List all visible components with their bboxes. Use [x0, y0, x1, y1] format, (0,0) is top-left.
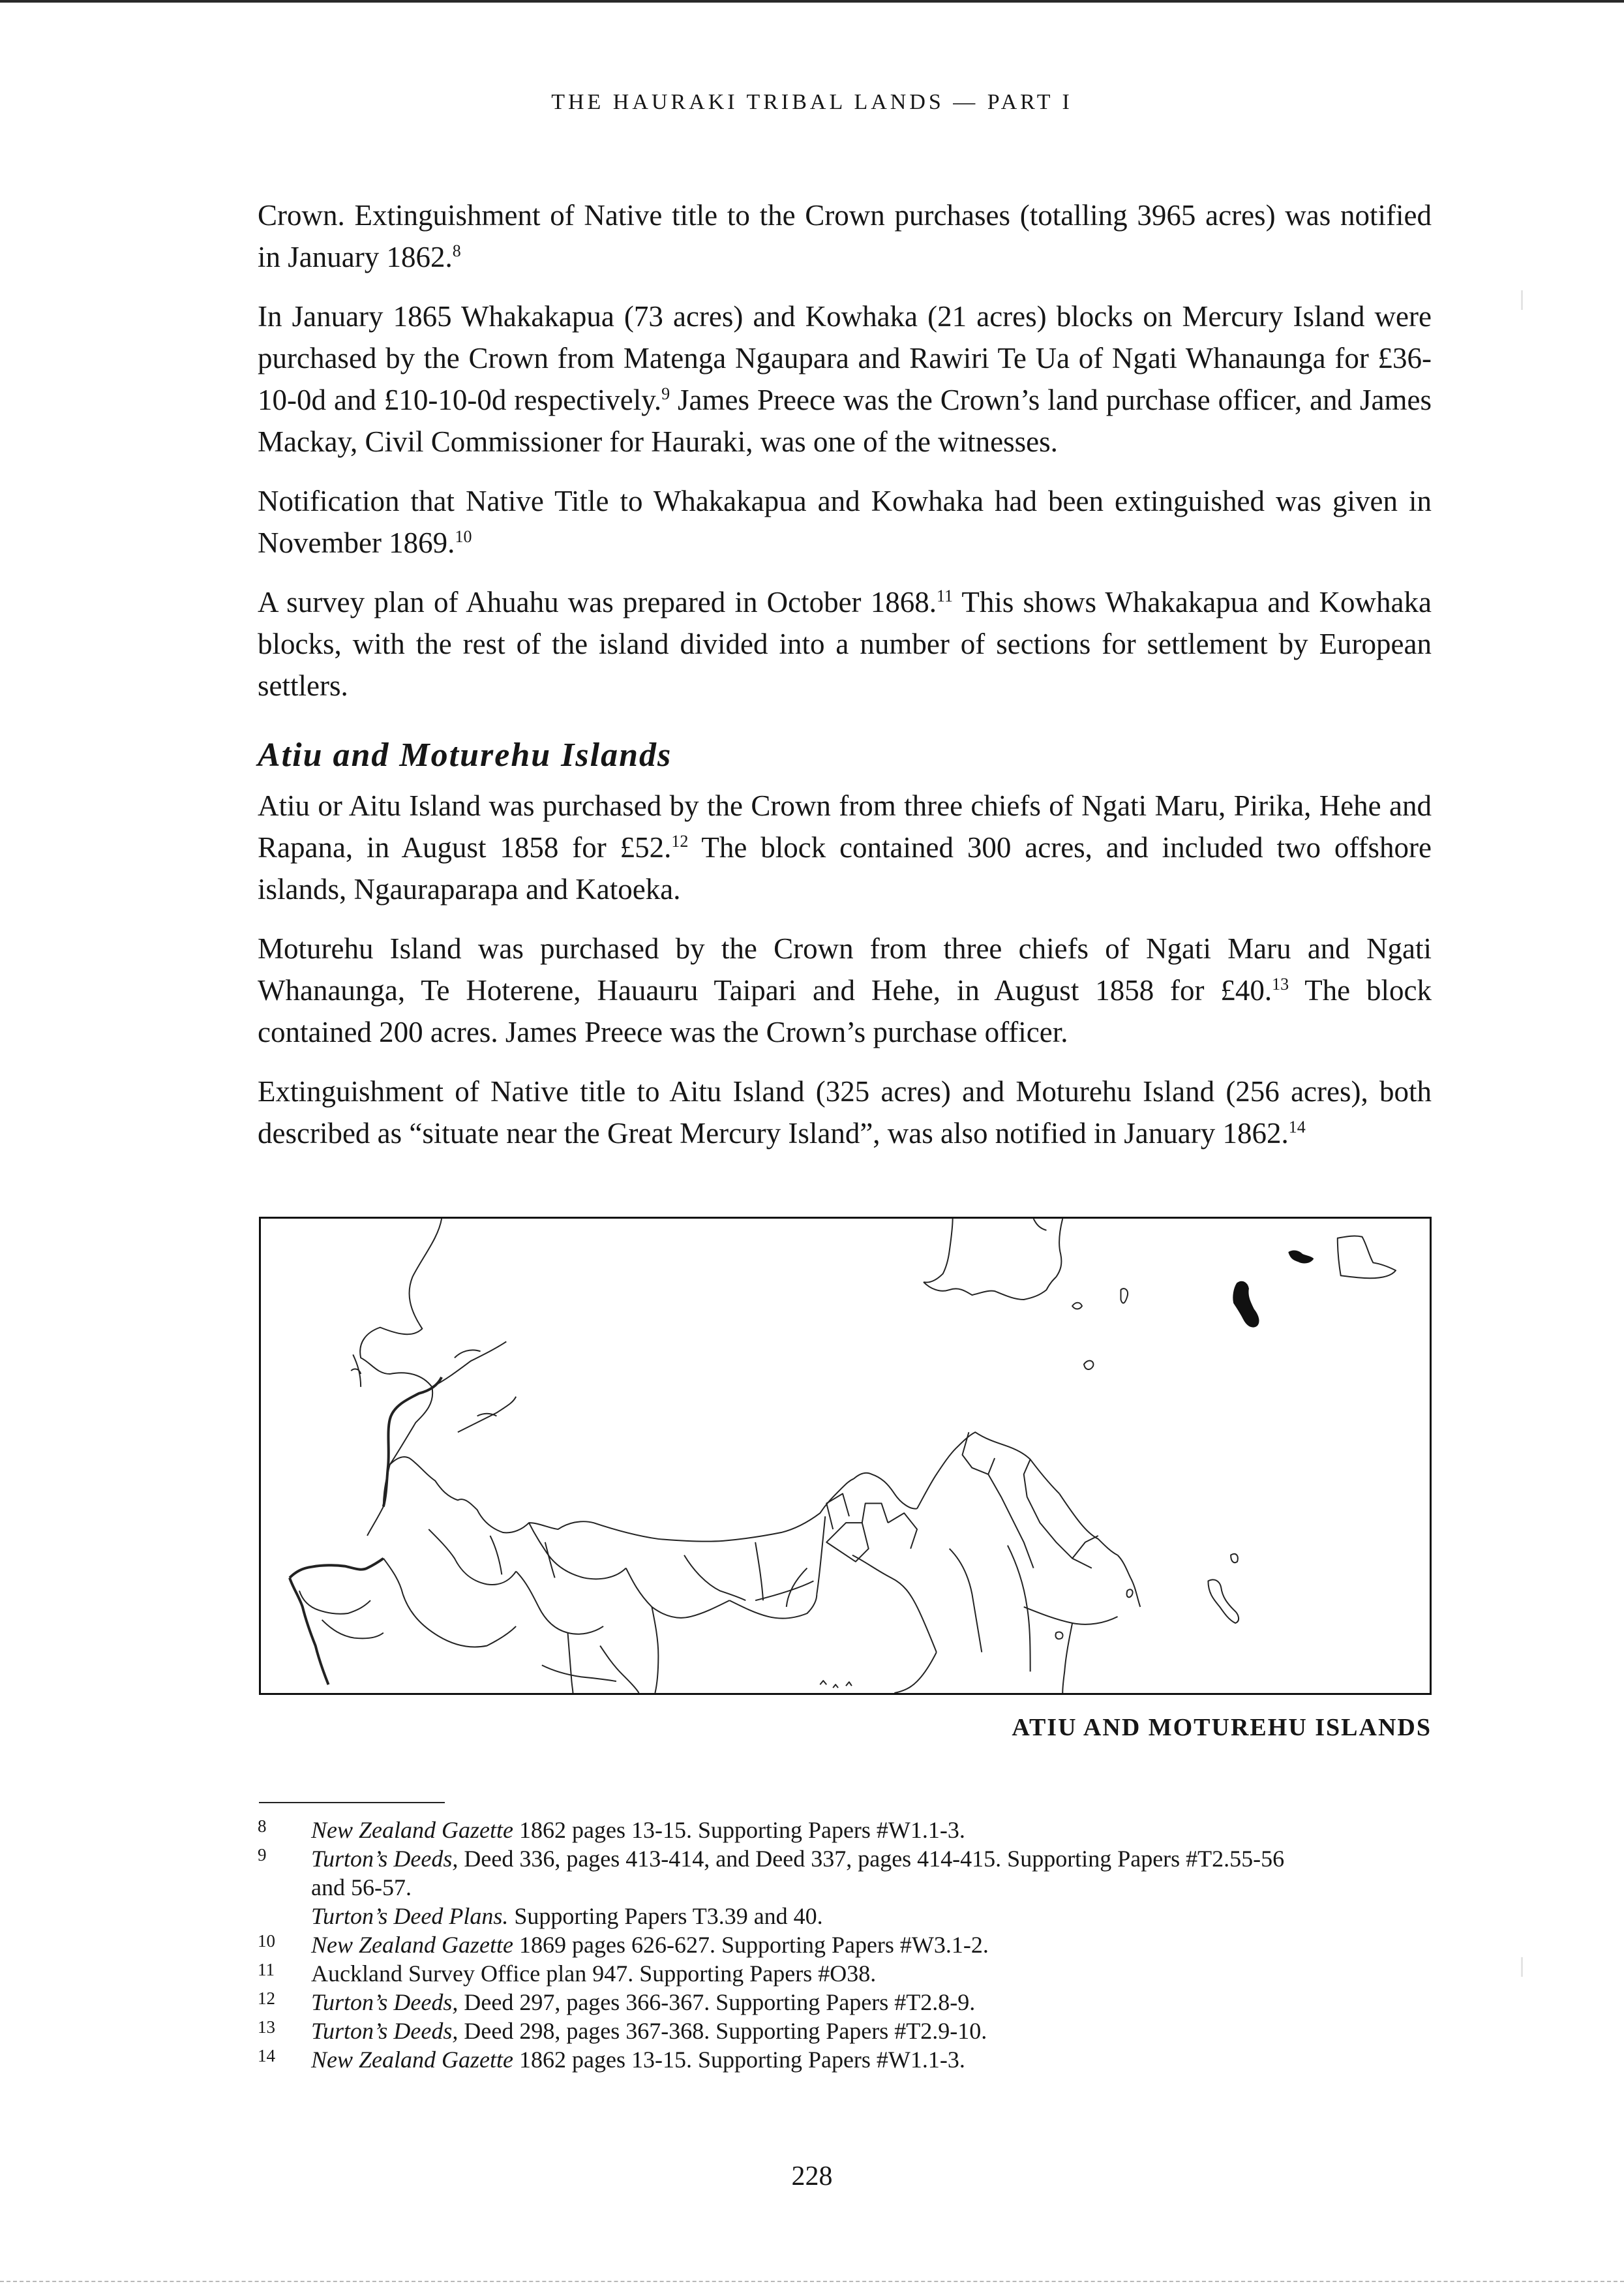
peninsula-coastline [390, 1457, 854, 1542]
southern-land [652, 1607, 658, 1693]
coastline-map [261, 1219, 1430, 1693]
footnote [258, 2017, 1432, 2045]
island-top-right [1289, 1251, 1313, 1262]
footnote-text: Supporting Papers T3.39 and 40. [508, 1903, 823, 1929]
southern-land [1062, 1623, 1072, 1693]
mainland-coastline [360, 1219, 442, 1536]
southern-land [383, 1559, 516, 1647]
block-boundary [988, 1474, 1033, 1568]
footnote-number: 10 [258, 1931, 275, 1951]
southern-land [516, 1572, 603, 1634]
page-number: 228 [791, 2161, 833, 2191]
footnote [258, 1816, 1432, 1844]
footnote-text: and 56-57. [311, 1874, 412, 1900]
paragraph-text: Moturehu Island was purchased by the Crown from three chiefs of Ngati Maru and Ngati Whanaunga, Te Hoterene, Hauauru Taipari and Hehe, in August 1858 for £40. [258, 932, 1432, 1007]
footnote-ref: 12 [671, 832, 689, 851]
northern-coastline [924, 1219, 953, 1283]
footnote-source-title: New Zealand Gazette [311, 1817, 513, 1843]
peninsula-coastline [917, 1432, 1059, 1508]
footnote [258, 1930, 1432, 1959]
inlet-coastline [322, 1620, 383, 1638]
footnote-number: 8 [258, 1816, 267, 1836]
footnote [258, 1959, 1432, 1988]
running-head: THE HAURAKI TRIBAL LANDS — PART I [551, 90, 1073, 114]
footnote-ref: 9 [661, 384, 670, 403]
footnote-text: 1862 pages 13-15. Supporting Papers #W1.1-3. [513, 1817, 965, 1843]
map-caption: ATIU AND MOTUREHU ISLANDS [1012, 1714, 1432, 1741]
island-top-right-outline [1338, 1236, 1396, 1279]
block-boundary [684, 1555, 745, 1600]
block-boundary [862, 1503, 888, 1523]
peninsula-coastline [1118, 1555, 1141, 1607]
scan-bottom-edge [0, 2281, 1624, 2283]
section-heading: Atiu and Moturehu Islands [258, 737, 672, 774]
footnote-ref: 8 [452, 241, 461, 260]
body-paragraph [258, 928, 1432, 1053]
footnote-text: Deed 297, pages 366-367. Supporting Papers #T2.8-9. [458, 1989, 976, 2015]
paragraph-text: Crown. Extinguishment of Native title to the Crown purchases (totalling 3965 acres) was notified in January 1862. [258, 199, 1432, 273]
southern-land [626, 1568, 730, 1618]
block-boundary [755, 1542, 763, 1600]
block-boundary [1027, 1497, 1092, 1568]
body-paragraph [258, 581, 1432, 707]
footnote-ref: 14 [1288, 1118, 1306, 1136]
inlet-coastline [432, 1341, 506, 1386]
block-boundary [1072, 1536, 1098, 1559]
peninsula-coastline [1059, 1494, 1117, 1555]
paragraph-text: The block contained 300 acres, and included two offshore islands, Ngauraparapa and Katoeka. [258, 831, 1432, 906]
footnote-rule [259, 1802, 445, 1803]
footnote [258, 2045, 1432, 2074]
footnote-ref: 13 [1272, 975, 1289, 994]
paragraph-text: Notification that Native Title to Whakakapua and Kowhaka had been extinguished was given in November 1869. [258, 485, 1432, 559]
southern-land [600, 1646, 639, 1693]
southern-land [852, 1555, 937, 1653]
northern-coastline [924, 1277, 1056, 1300]
small-island [1072, 1303, 1082, 1309]
paragraph-text: Extinguishment of Native title to Aitu Island (325 acres) and Moturehu Island (256 acres), both described as “situate near the Great Mercury Island”, was also notified in January 1862. [258, 1075, 1432, 1150]
footnote [258, 1844, 1432, 1873]
footnote-source-title: Turton’s Deed Plans. [311, 1903, 509, 1929]
southern-land [529, 1523, 626, 1579]
small-island [1084, 1361, 1093, 1369]
small-island [1056, 1632, 1063, 1639]
body-paragraph [258, 1071, 1432, 1154]
footnote [258, 1902, 1432, 1930]
paragraph-group-atiu-moturehu [258, 785, 1432, 1154]
inlet-coastline [458, 1397, 516, 1433]
southern-land [950, 1549, 982, 1653]
footnote-source-title: Turton’s Deeds, [311, 1989, 459, 2015]
paragraph-text: In January 1865 Whakakapua (73 acres) and Kowhaka (21 acres) blocks on Mercury Island were purchased by the Crown from Matenga Ngaupara and Rawiri Te Ua of Ngati Whanaunga for £36-10-0d and £10-10-0d respectively. [258, 300, 1432, 416]
block-boundary [826, 1494, 849, 1530]
footnote-ref: 11 [936, 587, 953, 605]
block-boundary [490, 1536, 554, 1577]
southern-land [429, 1529, 516, 1585]
scan-speck [1521, 1957, 1523, 1977]
peninsula-coastline [854, 1473, 917, 1509]
footnote-number: 11 [258, 1960, 275, 1979]
scan-top-edge [0, 0, 1624, 3]
paragraph-text: James Preece was the Crown’s land purchase officer, and James Mackay, Civil Commissioner for Hauraki, was one of the witnesses. [258, 384, 1432, 458]
footnote-text: Deed 336, pages 413-414, and Deed 337, pages 414-415. Supporting Papers #T2.55-56 [458, 1846, 1285, 1872]
footnotes [258, 1816, 1432, 2074]
footnote-number: 13 [258, 2017, 275, 2037]
footnote [258, 1873, 1432, 1902]
southern-land [542, 1665, 616, 1681]
footnote-source-title: Turton’s Deeds, [311, 2018, 459, 2044]
footnote-source-title: New Zealand Gazette [311, 1932, 513, 1958]
footnote-text: 1862 pages 13-15. Supporting Papers #W1.1-3. [513, 2047, 965, 2073]
footnote-source-title: Turton’s Deeds, [311, 1846, 459, 1872]
inlet-coastline [299, 1591, 370, 1613]
block-boundary [888, 1513, 917, 1549]
thick-boundary [290, 1577, 329, 1684]
paragraph-text: A survey plan of Ahuahu was prepared in October 1868. [258, 586, 937, 618]
southern-land [729, 1594, 817, 1618]
footnote-source-title: New Zealand Gazette [311, 2047, 513, 2073]
map-figure [259, 1217, 1432, 1695]
body-paragraph [258, 785, 1432, 910]
footnote-text: Deed 298, pages 367-368. Supporting Papers #T2.9-10. [458, 2018, 987, 2044]
block-boundary [963, 1432, 995, 1474]
body-paragraph [258, 296, 1432, 463]
footnote-text: 1869 pages 626-627. Supporting Papers #W3.1-2. [513, 1932, 989, 1958]
southern-land [817, 1516, 825, 1594]
body-paragraph [258, 194, 1432, 278]
northern-coastline [1056, 1219, 1062, 1277]
footnote-ref: 10 [455, 527, 472, 546]
block-boundary [1024, 1459, 1030, 1497]
small-island [1127, 1589, 1133, 1597]
northern-coastline [1034, 1219, 1047, 1230]
footnote-number: 12 [258, 1989, 275, 2008]
moturehu-island [1208, 1579, 1239, 1623]
footnote-text: Auckland Survey Office plan 947. Supporting Papers #O38. [311, 1960, 877, 1987]
footnote [258, 1988, 1432, 2017]
body-text [258, 194, 1432, 1172]
southern-land [568, 1633, 573, 1693]
block-boundary [755, 1568, 813, 1608]
paragraph-text: This shows Whakakapua and Kowhaka blocks, with the rest of the island divided into a number of sections for settlement by European settlers. [258, 586, 1432, 702]
paragraph-text: The block contained 200 acres. James Preece was the Crown’s purchase officer. [258, 974, 1432, 1048]
footnote-number: 14 [258, 2046, 275, 2065]
southern-land [894, 1653, 936, 1693]
scan-speck [1521, 290, 1523, 310]
footnote-number: 9 [258, 1845, 267, 1865]
paragraph-group-intro [258, 194, 1432, 707]
body-paragraph [258, 480, 1432, 564]
southern-land [1024, 1607, 1118, 1624]
atiu-island [1231, 1554, 1238, 1562]
paragraph-text: Atiu or Aitu Island was purchased by the Crown from three chiefs of Ngati Maru, Pirika, Hehe and Rapana, in August 1858 for £52. [258, 789, 1432, 864]
coastal-rocks [820, 1681, 852, 1688]
mainland-coastline [351, 1354, 361, 1387]
small-island [1121, 1288, 1128, 1303]
thick-boundary [290, 1559, 383, 1578]
great-mercury-island [1233, 1282, 1258, 1327]
